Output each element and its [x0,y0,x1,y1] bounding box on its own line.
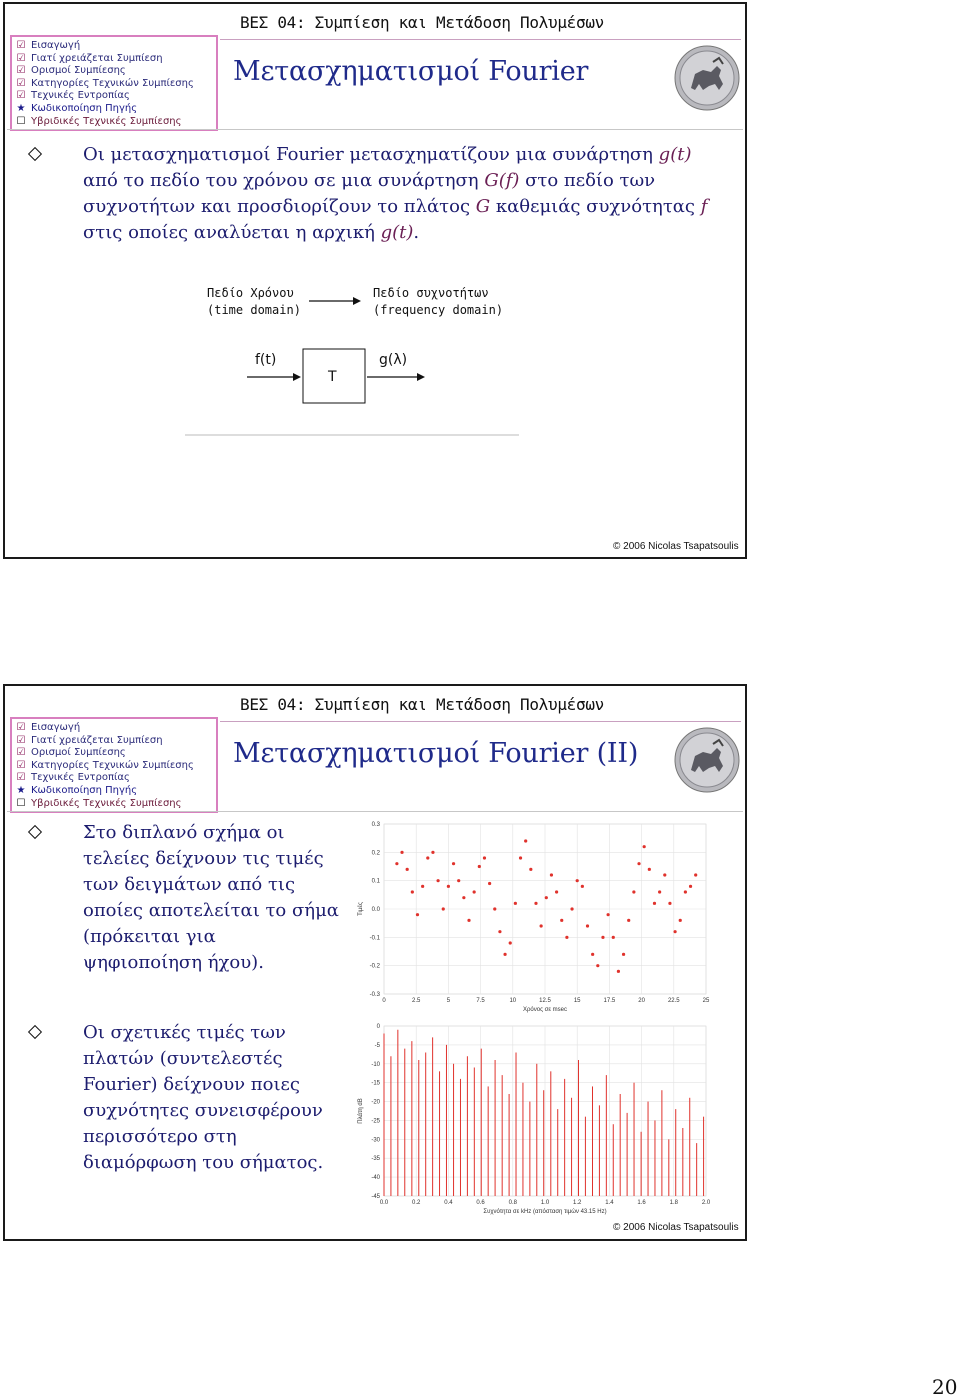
nav-item-current[interactable] [16,103,216,116]
checkbox-checked-icon: ☑ [16,759,26,771]
sample-point [524,839,527,842]
transform-box-label: T [328,369,337,385]
sample-point [478,865,481,868]
outline-nav [10,35,218,131]
sample-point [560,919,563,922]
sample-point [643,845,646,848]
star-icon: ★ [16,102,26,114]
sample-point [509,941,512,944]
sample-point [411,890,414,893]
x-tick-label: 15 [573,998,581,1004]
intro-paragraph [83,142,723,246]
x-tick-label: 25 [702,998,710,1004]
sample-point [555,890,558,893]
freq-domain-sublabel: (frequency domain) [373,303,504,317]
sample-point [632,890,635,893]
y-tick-label: -0.3 [369,992,380,998]
x-tick-label: 0 [382,998,386,1004]
star-icon: ★ [16,784,26,796]
header-divider [7,811,743,812]
sample-point [457,879,460,882]
math-term: G(f) [484,170,520,191]
y-tick-label: -25 [371,1118,380,1125]
text-line: οποίες αποτελείται το σήμα [83,900,339,921]
page-number: 20 [932,1375,958,1399]
x-tick-label: 0.0 [379,1200,389,1206]
sample-point [529,868,532,871]
y-tick-label: -35 [371,1156,380,1163]
sample-point [596,964,599,967]
x-tick-label: 22.5 [667,998,680,1004]
math-term: g(t) [380,222,414,243]
sample-point [545,896,548,899]
sample-point [601,936,604,939]
sample-point [622,953,625,956]
x-tick-label: 12.5 [539,998,551,1004]
course-title: ΒΕΣ 04: Συμπίεση και Μετάδοση Πολυμέσων [240,13,604,32]
nav-item-label: Γιατί χρειάζεται Συμπίεση [31,734,163,746]
x-tick-label: 1.2 [573,1200,582,1206]
sample-point [442,907,445,910]
x-tick-label: 5 [446,998,451,1004]
sample-point [607,913,610,916]
y-tick-label: 0.0 [371,907,380,913]
sample-point [431,851,434,854]
sample-point [570,907,573,910]
sample-point [694,873,697,876]
x-tick-label: 0.6 [476,1200,485,1206]
sample-point [617,970,620,973]
slide-2 [3,684,747,1241]
sample-point [436,879,439,882]
y-axis-label: Πλάτη dB [358,1098,364,1124]
header-rule [220,721,741,722]
y-tick-label: 0.3 [371,822,380,828]
x-tick-label: 20 [638,998,645,1004]
text-run: Οι μετασχηματισμοί Fourier μετασχηματίζουν μια συνάρτηση [83,144,659,165]
diamond-bullet-icon [29,148,41,160]
sample-point [576,879,579,882]
checkbox-checked-icon: ☑ [16,52,26,64]
text-line: περισσότερο στη [83,1126,237,1147]
checkbox-empty-icon: ☐ [16,797,26,809]
transform-diagram [181,269,521,439]
bullet-2-text [83,1020,353,1176]
nav-item-label: Τεχνικές Εντροπίας [31,772,130,784]
nav-item-label: Κωδικοποίηση Πηγής [31,784,138,796]
y-tick-label: -15 [371,1080,380,1087]
text-line: συχνότητες συνεισφέρουν [83,1100,323,1121]
text-line: (πρόκειται για [83,926,216,947]
nav-item-label: Ορισμοί Συμπίεσης [31,747,126,759]
sample-point [514,902,517,905]
checkbox-checked-icon: ☑ [16,722,26,733]
y-tick-label: -0.1 [369,935,380,942]
nav-item-label: Κατηγορίες Τεχνικών Συμπίεσης [31,77,194,89]
y-tick-label: 0.1 [371,878,380,885]
sample-point [658,890,661,893]
x-tick-label: 17.5 [603,998,616,1004]
text-run: στις οποίες αναλύεται η αρχική [83,222,381,243]
text-line: Οι σχετικές τιμές των [83,1022,286,1043]
sample-point [447,885,450,888]
sample-point [586,924,589,927]
sample-point [679,919,682,922]
x-tick-label: 0.4 [444,1200,453,1206]
course-title: ΒΕΣ 04: Συμπίεση και Μετάδοση Πολυμέσων [240,695,604,714]
text-line: Fourier) δείχνουν ποιες [83,1074,300,1095]
sample-point [498,930,501,933]
checkbox-checked-icon: ☑ [16,734,26,746]
checkbox-checked-icon: ☑ [16,747,26,759]
x-tick-label: 10 [509,998,517,1004]
text-run: . [413,222,420,243]
sample-point [565,936,568,939]
y-tick-label: -5 [374,1042,380,1049]
nav-item[interactable] [16,722,216,735]
sample-point [653,902,656,905]
checkbox-checked-icon: ☑ [16,40,26,51]
y-tick-label: -40 [371,1175,380,1182]
text-line: πλατών (συντελεστές [83,1048,283,1069]
sample-point [673,930,676,933]
slide-title: Μετασχηματισμοί Fourier [233,56,589,87]
header-rule [220,39,741,40]
sample-point [400,851,403,854]
sample-point [421,885,424,888]
sample-point [591,953,594,956]
nav-item[interactable] [16,760,216,773]
x-tick-label: 2.0 [701,1200,711,1206]
checkbox-checked-icon: ☑ [16,77,26,89]
sample-point [493,907,496,910]
freq-domain-label: Πεδίο συχνοτήτων [373,286,489,300]
bullet-1-text [83,820,353,976]
sample-point [627,919,630,922]
sample-point [550,873,553,876]
sample-point [534,902,537,905]
slide-1 [3,2,747,559]
time-domain-sublabel: (time domain) [207,303,301,317]
x-tick-label: 0.2 [412,1200,421,1206]
checkbox-empty-icon: ☐ [16,115,26,127]
sample-point [503,953,506,956]
sample-point [519,856,522,859]
diamond-bullet-icon [29,1026,41,1038]
sample-point [462,896,465,899]
nav-item-label: Υβριδικές Τεχνικές Συμπίεσης [31,797,182,809]
coin-logo-icon [673,726,741,794]
outline-nav [10,717,218,813]
input-label: f(t) [255,352,277,368]
sample-point [648,868,651,871]
math-term: f [700,196,708,217]
sample-point [406,868,409,871]
x-tick-label: 1.6 [637,1200,646,1206]
nav-item-label: Τεχνικές Εντροπίας [31,90,130,102]
nav-item[interactable] [16,65,216,78]
sample-point [426,856,429,859]
y-axis-label: Τιμές [358,902,364,916]
copyright: © 2006 Nicolas Tsapatsoulis [613,1222,739,1233]
text-line: των δειγμάτων από τις [83,874,296,895]
text-run: καθεμιάς συχνότητας [490,196,701,217]
nav-item[interactable] [16,78,216,91]
y-tick-label: -20 [371,1099,380,1106]
sample-point [637,862,640,865]
x-tick-label: 0.8 [508,1200,517,1206]
sample-point [689,885,692,888]
nav-item[interactable] [16,735,216,748]
sample-point [483,856,486,859]
nav-item[interactable] [16,53,216,66]
y-tick-label: -0.2 [369,963,380,970]
sample-point [416,913,419,916]
sample-point [668,902,671,905]
sample-point [395,862,398,865]
signal-samples-chart [354,818,719,1018]
x-tick-label: 1.8 [669,1200,678,1206]
sample-point [663,873,666,876]
text-run: από το πεδίο του χρόνου σε μια συνάρτηση [83,170,485,191]
sample-point [612,936,615,939]
x-tick-label: 7.5 [476,998,485,1004]
checkbox-checked-icon: ☑ [16,772,26,784]
nav-item-label: Ορισμοί Συμπίεσης [31,65,126,77]
math-term: g(t) [658,144,692,165]
nav-item-current[interactable] [16,785,216,798]
y-tick-label: 0 [376,1024,380,1030]
coin-logo-icon [673,44,741,112]
nav-item-label: Εισαγωγή [31,722,81,733]
time-domain-label: Πεδίο Χρόνου [207,286,294,300]
y-tick-label: -45 [371,1194,380,1200]
sample-point [488,882,491,885]
sample-point [452,862,455,865]
x-tick-label: 1.4 [605,1200,614,1206]
y-tick-label: -10 [371,1061,380,1068]
nav-item[interactable] [16,798,216,811]
y-tick-label: 0.2 [371,850,380,857]
text-line: ψηφιοποίηση ήχου). [83,952,264,973]
sample-point [467,919,470,922]
text-line: Στο διπλανό σχήμα οι [83,822,285,843]
math-term: G [475,196,491,217]
nav-item[interactable] [16,90,216,103]
x-tick-label: 1.0 [540,1200,550,1206]
nav-item-label: Κωδικοποίηση Πηγής [31,102,138,114]
sample-point [581,885,584,888]
x-tick-label: 2.5 [412,998,421,1004]
text-run: στο πεδίο των συχνοτήτων και προσδιορίζουν το πλάτος [83,170,656,217]
nav-item[interactable] [16,747,216,760]
sample-point [473,890,476,893]
diamond-bullet-icon [29,826,41,838]
checkbox-checked-icon: ☑ [16,90,26,102]
fourier-spectrum-chart [354,1020,719,1220]
text-line: τελείες δείχνουν τις τιμές [83,848,324,869]
y-tick-label: -30 [371,1137,380,1144]
output-label: g(λ) [379,352,408,368]
text-line: διαμόρφωση του σήματος. [83,1152,324,1173]
sample-point [540,924,543,927]
nav-item[interactable] [16,40,216,53]
nav-item[interactable] [16,772,216,785]
copyright: © 2006 Nicolas Tsapatsoulis [613,541,739,552]
nav-item-label: Κατηγορίες Τεχνικών Συμπίεσης [31,759,194,771]
checkbox-checked-icon: ☑ [16,65,26,77]
sample-point [684,890,687,893]
nav-item[interactable] [16,116,216,129]
nav-item-label: Εισαγωγή [31,40,81,51]
slide-title: Μετασχηματισμοί Fourier (II) [233,738,639,769]
nav-item-label: Υβριδικές Τεχνικές Συμπίεσης [31,115,182,127]
header-divider [7,129,743,130]
x-axis-label: Συχνότητα σε kHz (απόσταση τιμών 43.15 Hz) [483,1209,607,1215]
nav-item-label: Γιατί χρειάζεται Συμπίεση [31,52,163,64]
x-axis-label: Χρόνος σε msec [522,1007,568,1013]
